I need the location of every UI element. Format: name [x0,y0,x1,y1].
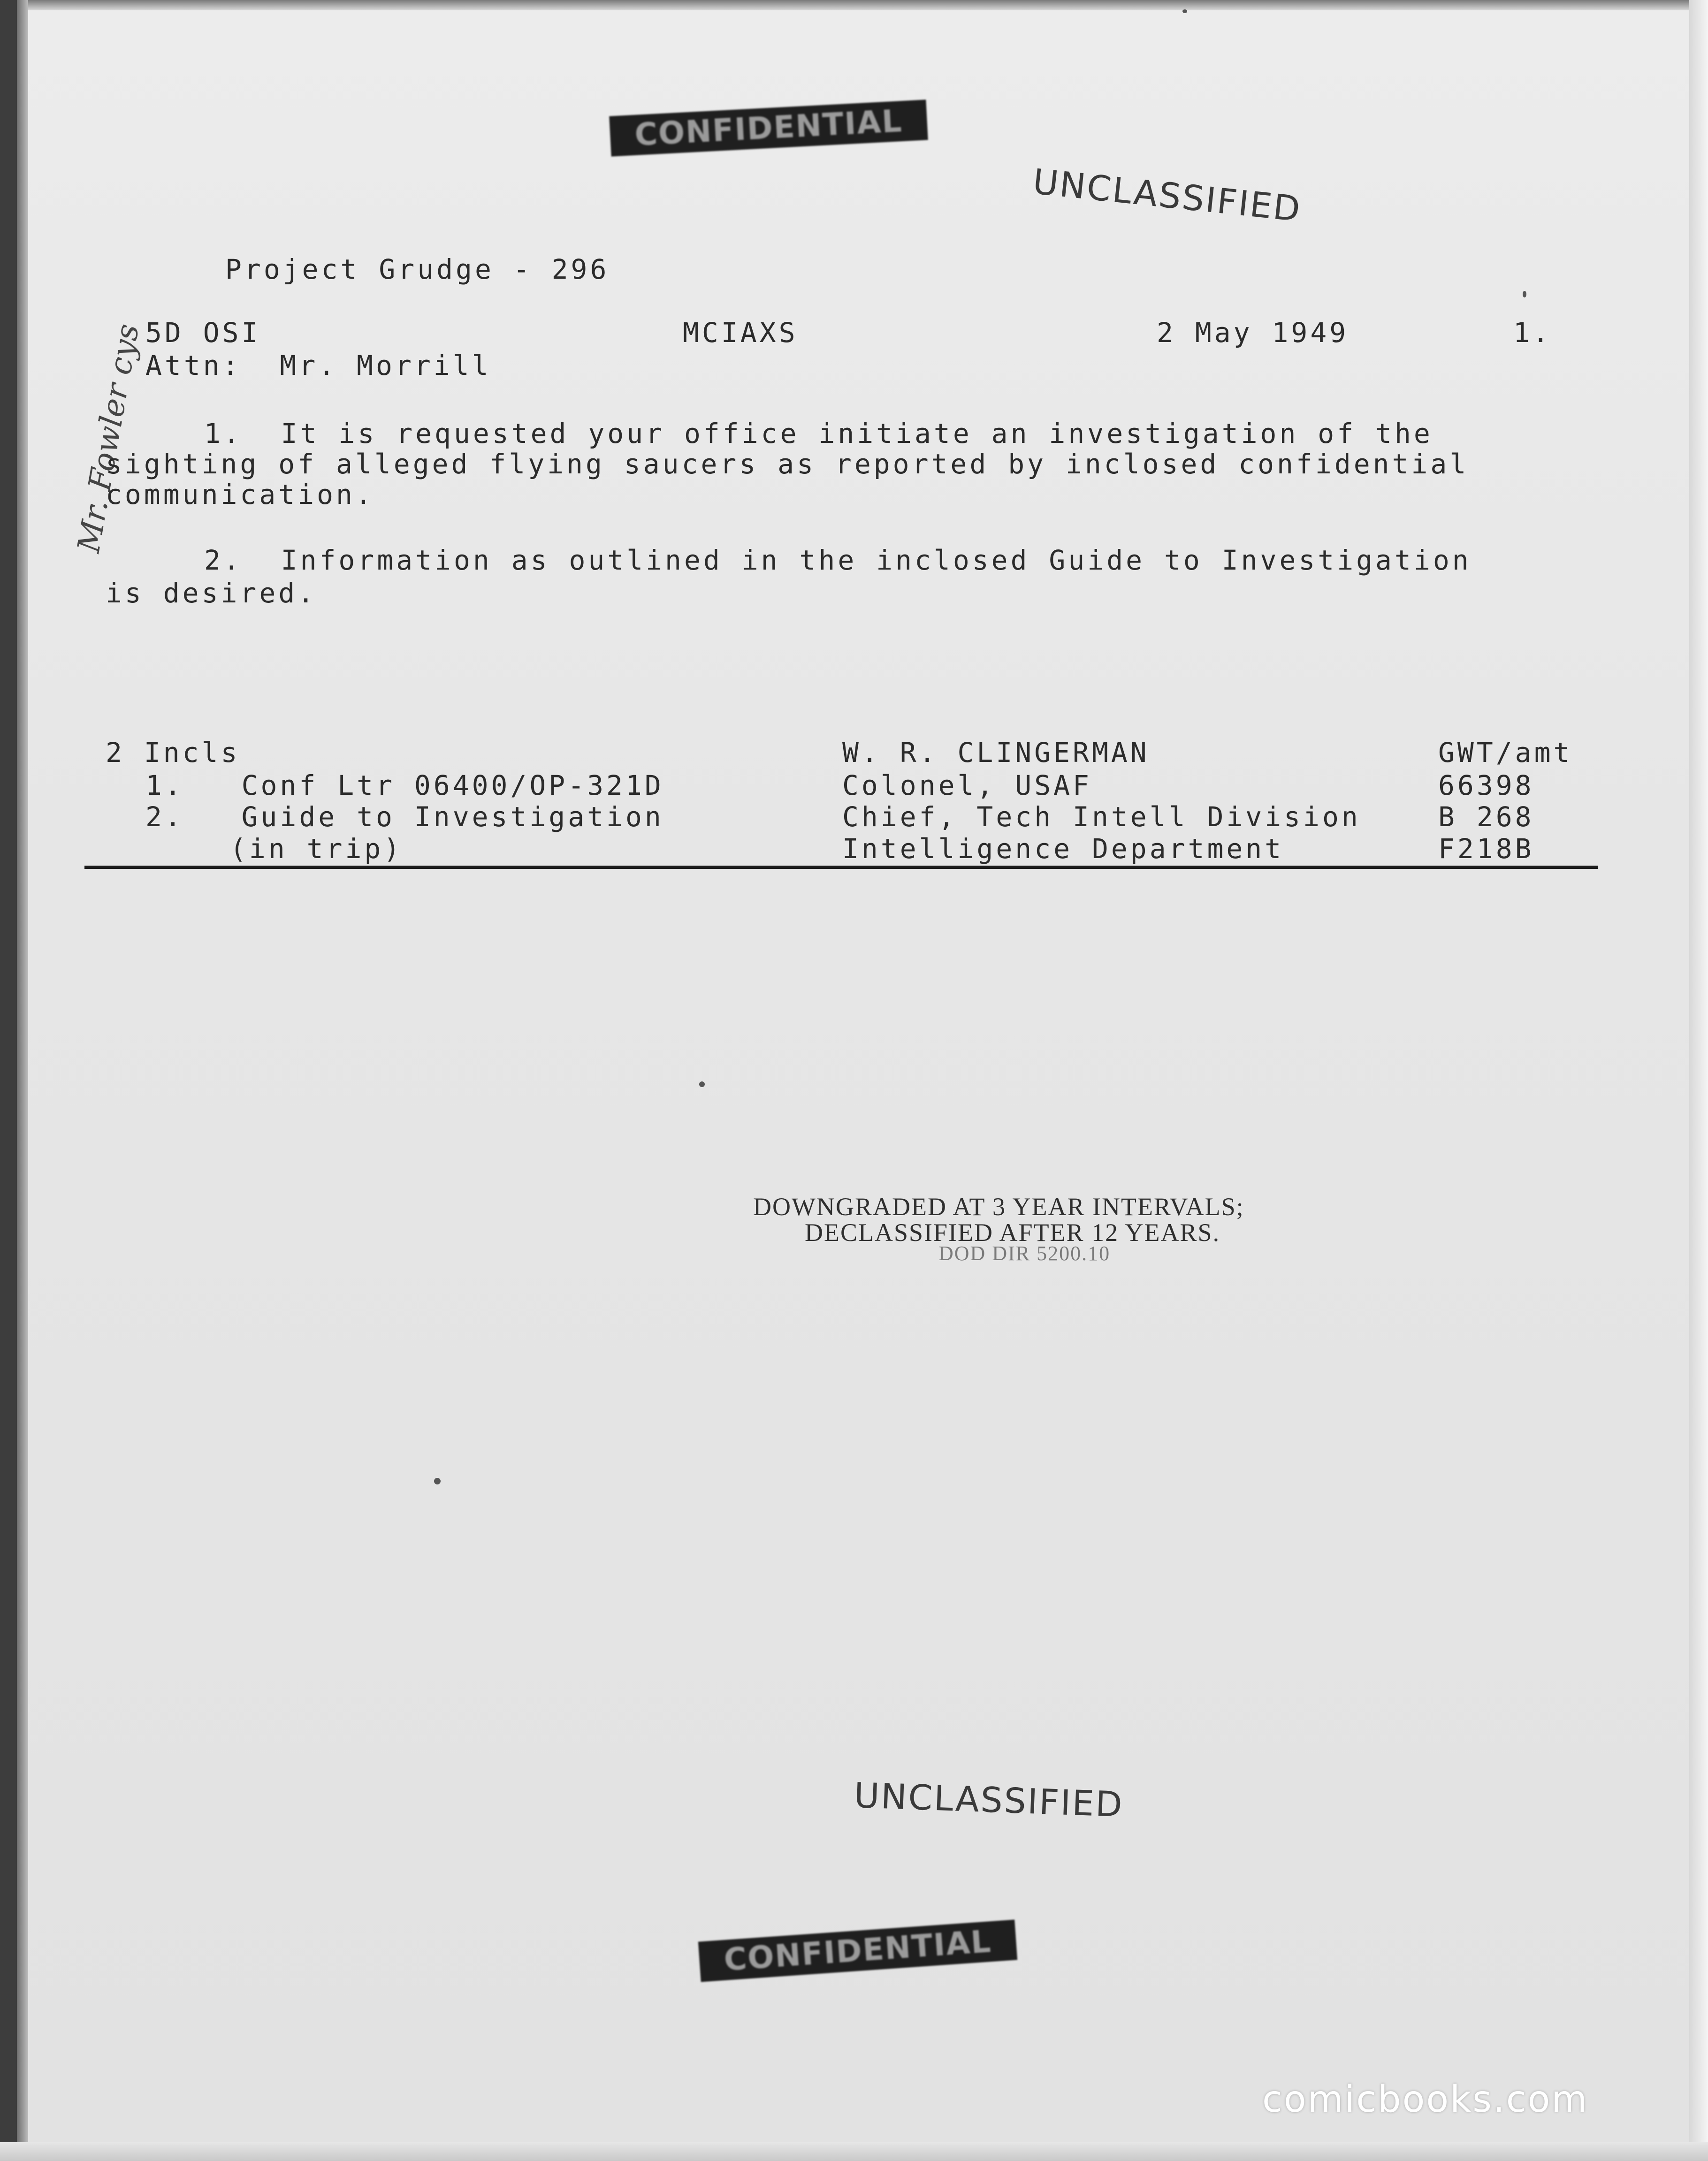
routing-initials: GWT/amt [1438,737,1573,769]
signature-underline [84,866,1598,869]
confidential-stamp-bottom: CONFIDENTIAL [698,1920,1017,1982]
page-mark: 1. [1513,317,1552,349]
paragraph-1-line-1: 1. It is requested your office initiate an investigation of the [204,418,1433,449]
unclassified-stamp-top: UNCLASSIFIED [1031,161,1304,230]
site-watermark: comicbooks.com [1262,2078,1589,2121]
unclassified-stamp-bottom: UNCLASSIFIED [853,1775,1124,1826]
signer-name: W. R. CLINGERMAN [842,737,1150,769]
project-reference: Project Grudge - 296 [225,253,610,285]
downgrade-line-3: DOD DIR 5200.10 [938,1242,1111,1265]
inclosure-item-1: 1. Conf Ltr 06400/OP-321D [145,769,664,801]
handwritten-margin-note: Mr. Fowler cys [70,321,146,555]
paragraph-2-line-1: 2. Information as outlined in the inclosed Guide to Investigation [204,544,1472,576]
scan-speck [434,1478,441,1484]
paragraph-1-line-3: communication. [106,479,374,510]
office-symbol: MCIAXS [683,317,798,349]
routing-line-2: 66398 [1438,769,1534,801]
signer-rank: Colonel, USAF [842,769,1092,801]
confidential-stamp-top: CONFIDENTIAL [609,99,928,156]
scan-speck [699,1081,705,1087]
inclosures-heading: 2 Incls [106,737,240,769]
scan-speck [1182,9,1187,13]
attention-line: Attn: Mr. Morrill [145,350,491,381]
routing-line-4: F218B [1438,833,1534,865]
paragraph-2-line-2: is desired. [106,577,317,609]
paragraph-1-line-2: sighting of alleged flying saucers as reported by inclosed confidential [106,448,1469,480]
scan-speck [1523,291,1526,297]
downgrade-line-2: DECLASSIFIED AFTER 12 YEARS. [805,1218,1220,1247]
routing-line-3: B 268 [1438,801,1534,833]
signer-department: Intelligence Department [842,833,1284,865]
scan-edge-bottom [0,2142,1708,2161]
inclosure-item-2: 2. Guide to Investigation [145,801,664,833]
scan-edge-top [0,0,1708,10]
inclosure-item-2-continued: (in trip) [230,833,403,865]
document-date: 2 May 1949 [1157,317,1349,349]
downgrade-line-1: DOWNGRADED AT 3 YEAR INTERVALS; [753,1193,1244,1221]
scan-edge-right [1689,0,1708,2161]
scan-binding-shadow [0,0,17,2161]
addressee: 5D OSI [145,317,261,349]
signer-title: Chief, Tech Intell Division [842,801,1361,833]
